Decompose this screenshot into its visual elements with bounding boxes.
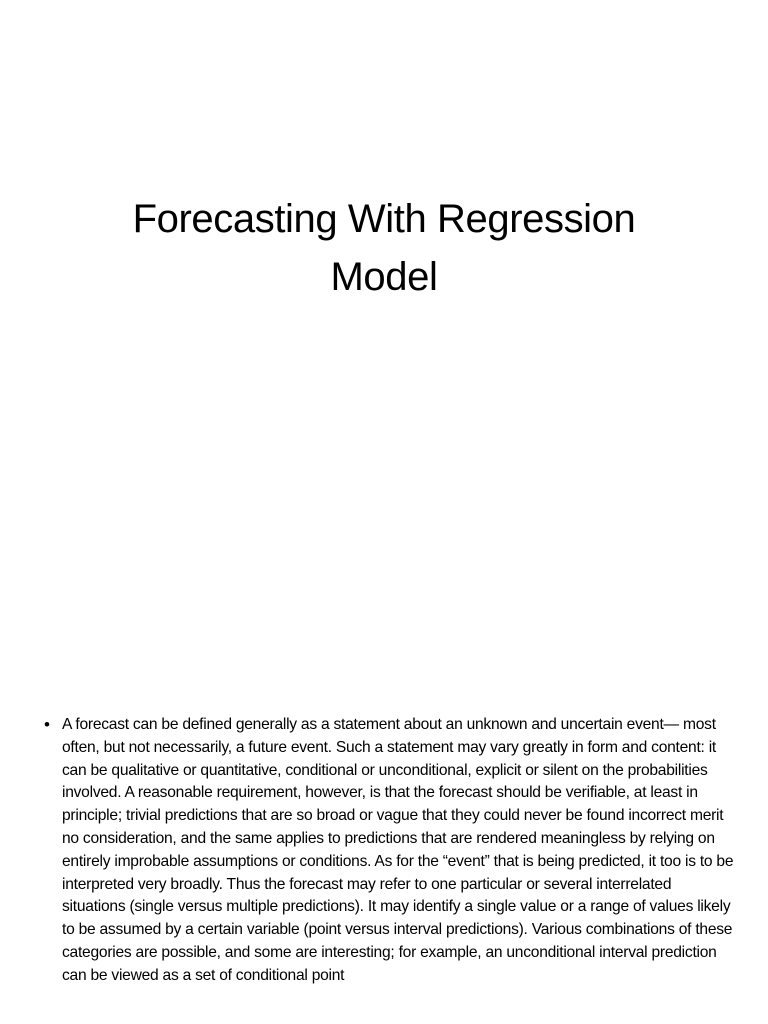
bullet-item (44, 714, 734, 988)
slide-title (58, 190, 710, 306)
title-line-2: Model (330, 255, 438, 299)
bullet-paragraph: A forecast can be defined generally as a statement about an unknown and uncertain event— most often, but not necessarily, a future event. Such a statement may vary greatly in form and content: it can be qualitative or quantitative, conditional or unconditional, explicit or silent on the probabilities involved. A reasonable requirement, however, is that the forecast should be verifiable, at least in principle; trivial predictions that are so broad or vague that they could never be found incorrect merit no consideration, and the same applies to predictions that are rendered meaningless by relying on entirely improbable assumptions or conditions. As for the “event” that is being predicted, it too is to be interpreted very broadly. Thus the forecast may refer to one particular or several interrelated situations (single versus multiple predictions). It may identify a single value or a range of values likely to be assumed by a certain variable (point versus interval predictions). Various combinations of these categories are possible, and some are interesting; for example, an unconditional interval prediction can be viewed as a set of conditional point (62, 716, 734, 984)
title-line-1: Forecasting With Regression (132, 197, 636, 241)
body-slide (0, 576, 768, 1024)
bullet-dot-icon: • (44, 715, 50, 734)
